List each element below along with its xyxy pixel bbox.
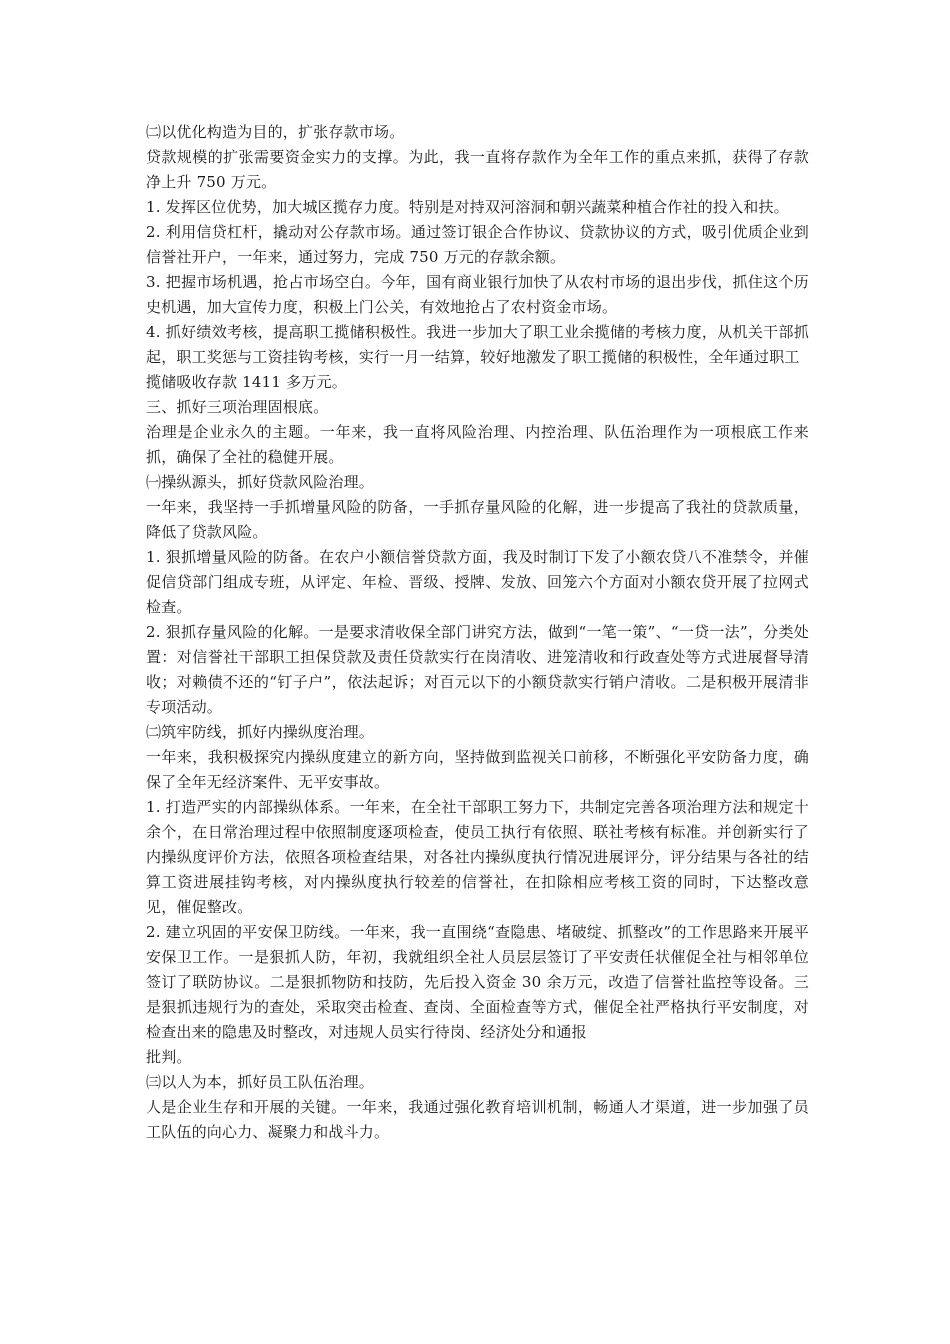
document-body xyxy=(146,120,809,1145)
paragraph-incremental-risk: 1. 狠抓增量风险的防备。在农户小额信誉贷款方面，我及时制订下发了小额农贷八不准禁令，并催促信贷部门组成专班，从评定、年检、晋级、授牌、发放、回笼六个方面对小额农贷开展了拉网式检查。 xyxy=(146,548,809,616)
paragraph-security-defense-continued: 批判。 xyxy=(146,1048,192,1066)
paragraph-item-4-continued: 揽储吸收存款 1411 多万元。 xyxy=(146,373,347,391)
paragraph-deposit-overview: 贷款规模的扩张需要资金实力的支撑。为此，我一直将存款作为全年工作的重点来抓，获得了存款净上升 750 万元。 xyxy=(146,148,809,191)
paragraph-security-defense: 2. 建立巩固的平安保卫防线。一年来，我一直围绕“查隐患、堵破绽、抓整改”的工作思路来开展平安保卫工作。一是狠抓人防，年初，我就组织全社人员层层签订了平安责任状催促全社与相邻单位签订了联防协议。二是狠抓物防和技防，先后投入资金 30 余万元，改造了信誉社监控等设备。三是狠抓违规行为的查处，采取突击检查、查岗、全面检查等方式，催促全社严格执行平安制度，对检查出来的隐患及时整改，对违规人员实行待岗、经济处分和通报 xyxy=(146,923,809,1041)
section-heading-staff-governance: ㈢以人为本，抓好员工队伍治理。 xyxy=(146,1073,375,1091)
section-heading-internal-control: ㈡筑牢防线，抓好内操纵度治理。 xyxy=(146,723,375,741)
paragraph-item-2-credit-leverage: 2. 利用信贷杠杆，撬动对公存款市场。通过签订银企合作协议、贷款协议的方式，吸引优质企业到信誉社开户，一年来，通过努力，完成 750 万元的存款余额。 xyxy=(146,223,809,266)
paragraph-governance-overview: 治理是企业永久的主题。一年来，我一直将风险治理、内控治理、队伍治理作为一项根底工作来抓，确保了全社的稳健开展。 xyxy=(146,423,809,466)
paragraph-item-3-market-opportunity: 3. 把握市场机遇，抢占市场空白。今年，国有商业银行加快了从农村市场的退出步伐，抓住这个历史机遇，加大宣传力度，积极上门公关，有效地抢占了农村资金市场。 xyxy=(146,273,809,316)
paragraph-staff-overview: 人是企业生存和开展的关键。一年来，我通过强化教育培训机制，畅通人才渠道，进一步加强了员工队伍的向心力、凝聚力和战斗力。 xyxy=(146,1098,809,1141)
paragraph-item-4-performance-review: 4. 抓好绩效考核，提高职工揽储积极性。我进一步加大了职工业余揽储的考核力度，从机关干部抓起，职工奖惩与工资挂钩考核，实行一月一结算，较好地激发了职工揽储的积极性，全年通过职工 xyxy=(146,323,809,366)
paragraph-loan-risk-overview: 一年来，我坚持一手抓增量风险的防备，一手抓存量风险的化解，进一步提高了我社的贷款质量，降低了贷款风险。 xyxy=(146,498,809,541)
paragraph-stock-risk: 2. 狠抓存量风险的化解。一是要求清收保全部门讲究方法，做到“一笔一策”、“一贷一法”，分类处置：对信誉社干部职工担保贷款及责任贷款实行在岗清收、进笼清收和行政查处等方式进展督导清收；对赖债不还的“钉子户”，依法起诉；对百元以下的小额贷款实行销户清收。二是积极开展清非专项活动。 xyxy=(146,623,809,716)
paragraph-internal-control-system: 1. 打造严实的内部操纵体系。一年来，在全社干部职工努力下，共制定完善各项治理方法和规定十余个，在日常治理过程中依照制度逐项检查，使员工执行有依照、联社考核有标准。并创新实行了内操纵度评价方法，依照各项检查结果，对各社内操纵度执行情况进展评分，评分结果与各社的结算工资进展挂钩考核，对内操纵度执行较差的信誉社，在扣除相应考核工资的同时，下达整改意见，催促整改。 xyxy=(146,798,809,916)
paragraph-internal-control-overview: 一年来，我积极探究内操纵度建立的新方向，坚持做到监视关口前移，不断强化平安防备力度，确保了全年无经济案件、无平安事故。 xyxy=(146,748,809,791)
section-heading-expand-deposit-market: ㈡以优化构造为目的，扩张存款市场。 xyxy=(146,123,405,141)
section-heading-loan-risk: ㈠操纵源头，抓好贷款风险治理。 xyxy=(146,473,375,491)
section-heading-three-governance: 三、抓好三项治理固根底。 xyxy=(146,398,329,416)
paragraph-item-1-location-advantage: 1. 发挥区位优势，加大城区揽存力度。特别是对持双河溶洞和朝兴蔬菜种植合作社的投入和扶。 xyxy=(146,198,789,216)
